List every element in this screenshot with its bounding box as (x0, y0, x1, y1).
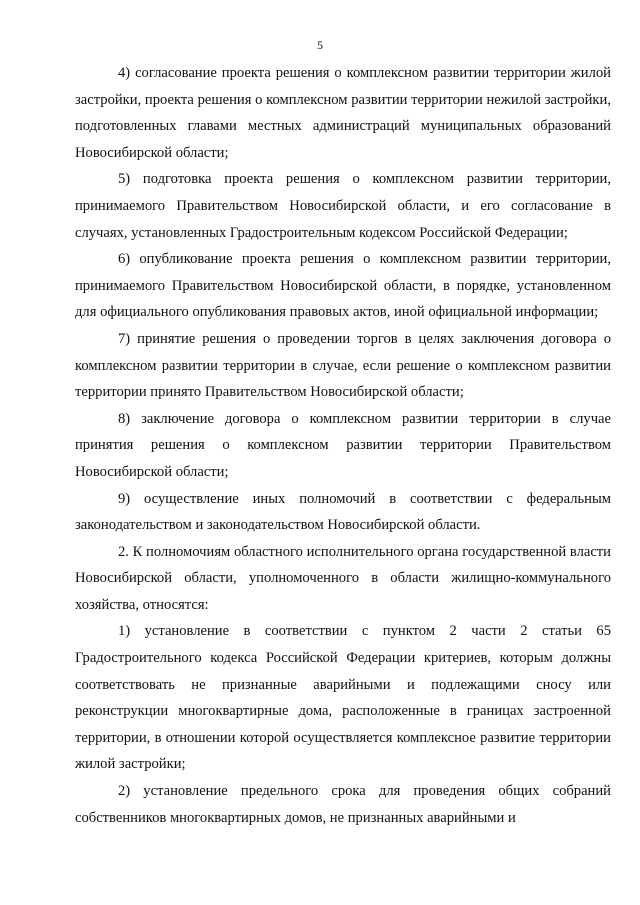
paragraph-section-2-item-1: 1) установление в соответствии с пунктом 2 части 2 статьи 65 Градостроительного кодекса Российской Федерации критериев, которым должны соответствовать не признанные аварийными и подлежащими сносу или реконструкции многоквартирные дома, расположенные в границах застроенной территории, в отношении которой осуществляется комплексное развитие территории жилой застройки; (75, 623, 611, 773)
paragraph-item-6: 6) опубликование проекта решения о комплексном развитии территории, принимаемого Правительством Новосибирской области, в порядке, установленном для официального опубликования правовых актов, иной официальной информации; (75, 251, 611, 321)
paragraph-item-9: 9) осуществление иных полномочий в соответствии с федеральным законодательством и законодательством Новосибирской области. (75, 490, 611, 534)
paragraph-item-8: 8) заключение договора о комплексном развитии территории в случае принятия решения о комплексном развитии территории Правительством Новосибирской области; (75, 410, 611, 480)
paragraph-section-2: 2. К полномочиям областного исполнительного органа государственной власти Новосибирской области, уполномоченного в области жилищно-коммунального хозяйства, относятся: (75, 543, 611, 613)
paragraph-section-2-item-2: 2) установление предельного срока для проведения общих собраний собственников многоквартирных домов, не признанных аварийными и (75, 783, 611, 826)
page-number: 5 (317, 38, 323, 52)
document-body (75, 60, 611, 831)
paragraph-item-4: 4) согласование проекта решения о комплексном развитии территории жилой застройки, проекта решения о комплексном развитии территории нежилой застройки, подготовленных главами местных администраций муниципальных образований Новосибирской области; (75, 65, 611, 161)
paragraph-item-5: 5) подготовка проекта решения о комплексном развитии территории, принимаемого Правительством Новосибирской области, и его согласование в случаях, установленных Градостроительным кодексом Российской Федерации; (75, 171, 611, 241)
paragraph-item-7: 7) принятие решения о проведении торгов в целях заключения договора о комплексном развитии территории в случае, если решение о комплексном развитии территории принято Правительством Новосибирской области; (75, 330, 611, 401)
